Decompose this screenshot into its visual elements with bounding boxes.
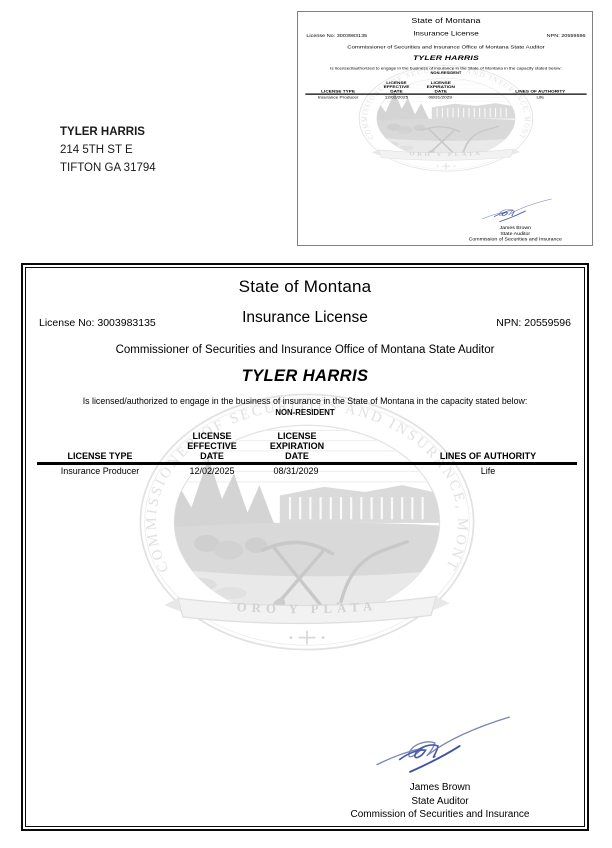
capacity-statement: Is licensed/authorized to engage in the business of insurance in the State of Montana in the capacity stated below:: [82, 396, 528, 406]
signature-scribble: [360, 713, 520, 777]
cell-effective-date: 12/02/2025: [384, 95, 409, 100]
license-certificate: [21, 263, 589, 831]
column-header-effective-date: LICENSE EFFECTIVE DATE: [187, 431, 237, 461]
column-header-expiration-date: LICENSE EXPIRATION DATE: [426, 80, 455, 94]
signer-name: James Brown: [499, 225, 532, 231]
license-certificate-thumbnail: [297, 11, 593, 246]
issuing-office: Commissioner of Securities and Insurance Office of Montana State Auditor: [115, 344, 495, 356]
column-header-expiration-date: LICENSE EXPIRATION DATE: [269, 431, 325, 461]
column-header-license-type: LICENSE TYPE: [67, 451, 133, 461]
signer-organization: Commission of Securities and Insurance: [468, 237, 562, 242]
column-header-lines-of-authority: LINES OF AUTHORITY: [515, 88, 566, 94]
signature-block: [445, 197, 585, 242]
cell-effective-date: 12/02/2025: [189, 466, 235, 476]
signature-scribble: [474, 197, 557, 223]
residency-status: NON-RESIDENT: [275, 408, 335, 417]
table-rule: [37, 462, 577, 465]
residency-status: NON-RESIDENT: [430, 71, 462, 75]
state-title: State of Montana: [411, 16, 481, 25]
recipient-street: 214 5TH ST E: [60, 144, 133, 156]
certificate: [298, 12, 593, 246]
recipient-name: TYLER HARRIS: [60, 126, 145, 138]
signer-organization: Commission of Securities and Insurance: [350, 809, 530, 820]
cell-lines-of-authority: Life: [536, 95, 545, 100]
column-header-lines-of-authority: LINES OF AUTHORITY: [439, 451, 537, 461]
license-number: License No: 3003983135: [39, 317, 156, 329]
issuing-office: Commissioner of Securities and Insurance Office of Montana State Auditor: [347, 44, 545, 50]
cell-expiration-date: 08/31/2029: [273, 466, 319, 476]
signer-name: James Brown: [409, 782, 471, 793]
signer-title: State Auditor: [411, 795, 469, 807]
cell-expiration-date: 08/31/2029: [428, 95, 452, 100]
cell-license-type: Insurance Producer: [317, 95, 359, 100]
license-number: License No: 3003983135: [306, 33, 368, 39]
cell-lines-of-authority: Life: [480, 466, 496, 476]
recipient-address: [60, 123, 156, 177]
signer-title: State Auditor: [500, 231, 531, 237]
npn-number: NPN: 20559596: [496, 317, 571, 329]
cell-license-type: Insurance Producer: [60, 466, 140, 476]
column-header-effective-date: LICENSE EFFECTIVE DATE: [383, 80, 410, 94]
recipient-city-state-zip: TIFTON GA 31794: [60, 162, 156, 174]
column-header-license-type: LICENSE TYPE: [321, 88, 356, 94]
licensee-name: TYLER HARRIS: [241, 367, 369, 385]
licensee-name: TYLER HARRIS: [412, 54, 479, 62]
state-title: State of Montana: [238, 277, 372, 296]
npn-number: NPN: 20559596: [546, 33, 586, 39]
signature-block: [306, 713, 574, 822]
document-title: Insurance License: [413, 30, 479, 38]
capacity-statement: Is licensed/authorized to engage in the business of insurance in the State of Montana in the capacity stated below:: [330, 66, 562, 71]
document-title: Insurance License: [242, 309, 368, 326]
